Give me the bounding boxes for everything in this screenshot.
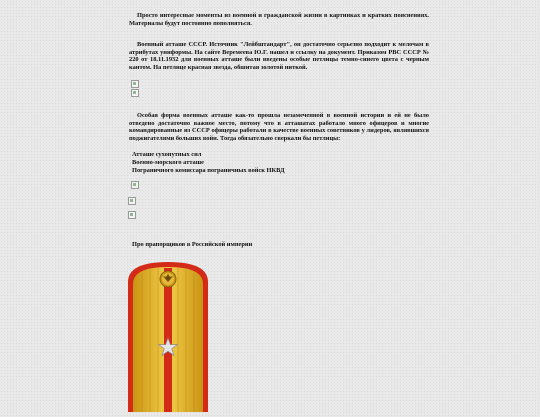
broken-image-icon[interactable] — [131, 89, 139, 97]
ensign-heading: Про прапорщиков в Российской империи — [132, 241, 253, 248]
attache-paragraph: Военный атташе СССР. Источник "Лейбштандарт", он достаточно серьезно подходит к мелочам в атрибутах униформы. На сайте Веремеева Ю.Г. нашел и ссылку на документ. Приказом РВС СССР № 220 от 18.11.1932 для военных атташе были введены особые петлицы темно-синего цвета с черным кантом. На петлице красная звезда, обшитая золотой ниткой. — [129, 41, 429, 71]
broken-image-icon[interactable] — [128, 197, 136, 205]
special-form-paragraph: Особая форма военных атташе как-то прошла незамеченной в военной истории и ей не было отведено достаточно важное место, потому что в атташатах работало много офицеров и многие командированные из СССР офицеры работали в качестве военных советников у лидеров, являвшихся поджигателями больших войн. Тогда обязательно сверкали бы петлицы: — [129, 112, 429, 142]
broken-image-icon[interactable] — [128, 211, 136, 219]
broken-image-icon[interactable] — [131, 181, 139, 189]
epaulette-image — [128, 262, 208, 417]
broken-image-icon[interactable] — [131, 80, 139, 88]
attache-list — [132, 151, 285, 174]
list-item: Атташе сухопутных сил — [132, 151, 202, 158]
list-item: Пограничного комиссара пограничных войск НКВД — [132, 166, 285, 174]
list-item: Военно-морского атташе — [132, 158, 204, 166]
intro-paragraph: Просто интересные моменты из военной и гражданской жизни в картинках и кратких пояснениях. Материалы будут постоянно пополняться. — [129, 12, 429, 27]
eagle-button-icon — [160, 271, 176, 287]
